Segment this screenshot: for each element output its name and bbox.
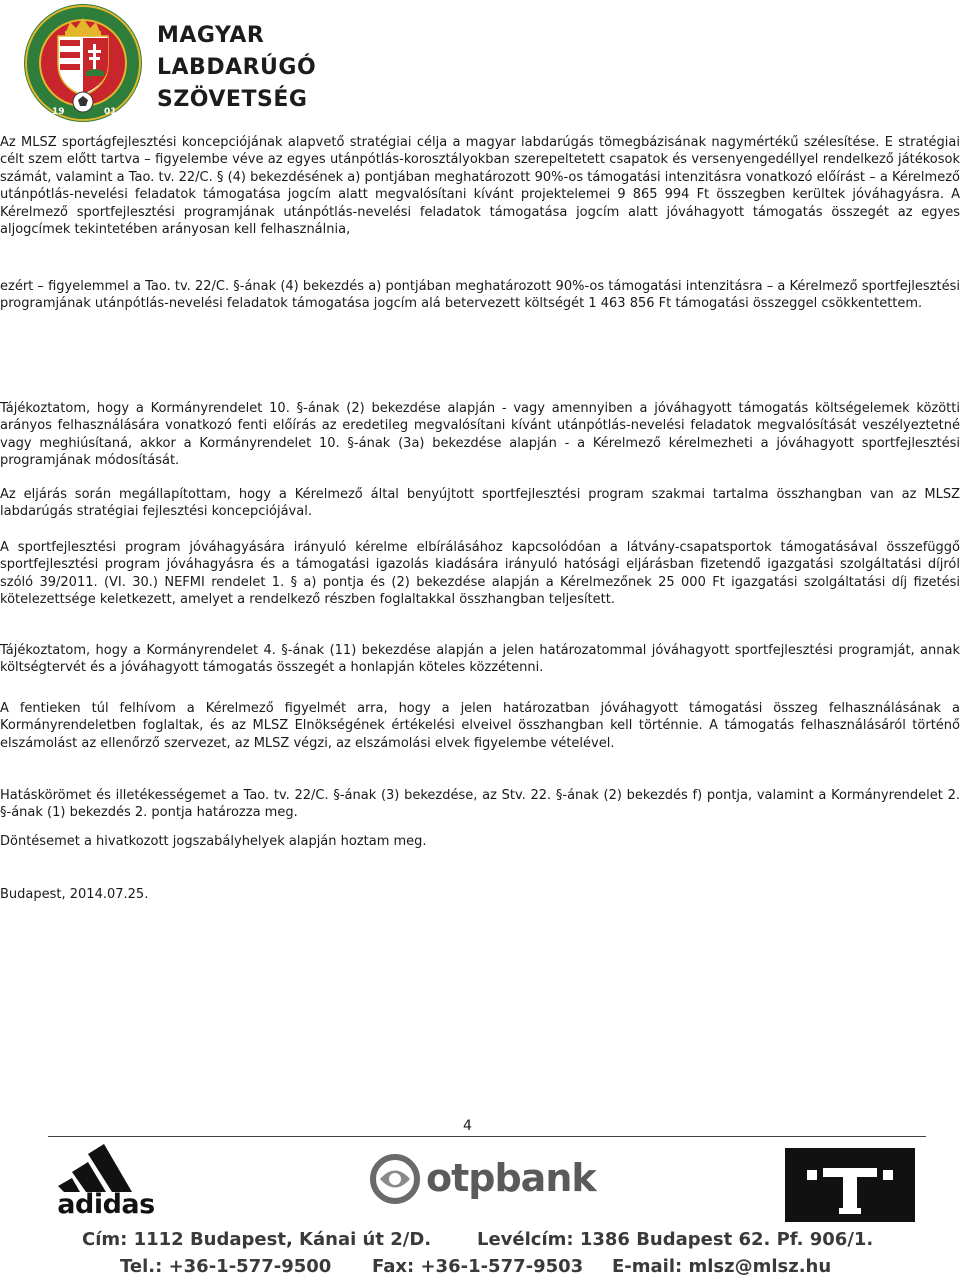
org-name-line-1: MAGYAR bbox=[157, 23, 265, 48]
sponsor-logos bbox=[0, 1140, 960, 1222]
contact-postal-address: Levélcím: 1386 Budapest 62. Pf. 906/1. bbox=[477, 1229, 874, 1250]
page-number: 4 bbox=[463, 1118, 472, 1134]
telekom-t-icon bbox=[785, 1148, 915, 1222]
paragraph-usage-notice: A fentieken túl felhívom a Kérelmező figyelmét arra, hogy a jelen határozatban jóváhagyott támogatási összeg felhasználásának a Kormányrendeletben foglaltak, és az MLSZ Elnökségének értékelési elveivel összhangban kell történnie. A támogatás felhasználásáról történő elszámolást az ellenőrző szervezet, az MLSZ végzi, az elszámolási elvek figyelembe vételével. bbox=[0, 701, 960, 751]
contact-fax: Fax: +36-1-577-9503 bbox=[372, 1256, 584, 1277]
paragraph-decision-basis: Döntésemet a hivatkozott jogszabályhelyek alapján hoztam meg. bbox=[0, 834, 427, 849]
paragraph-competence: Hatáskörömet és illetékességemet a Tao. tv. 22/C. §-ának (3) bekezdése, az Stv. 22. §-ának (2) bekezdés f) pontja, valamint a Kormányrendelet 2. §-ának (1) bekezdés 2. pontja határozza meg. bbox=[0, 788, 960, 821]
paragraph-service-fee: A sportfejlesztési program jóváhagyására irányuló kérelme elbírálásához kapcsolódóan a látvány-csapatsportok támogatásával összefüggő sportfejlesztési program jóváhagyásra és a támogatási igazolás kiadására irányuló hatósági eljárásban fizetendő igazgatási szolgáltatási díjról szóló 39/2011. (VI. 30.) NEFMI rendelet 1. § a) pontja és (2) bekezdése alapján a Kérelmezőnek 25 000 Ft igazgatási szolgáltatási díj fizetési kötelezettsége keletkezett, amelyet a rendelkező részben foglaltakkal összhangban teljesített. bbox=[0, 540, 960, 608]
mlsz-crest-logo bbox=[22, 2, 144, 124]
paragraph-modification-info: Tájékoztatom, hogy a Kormányrendelet 10. §-ának (2) bekezdése alapján - vagy amennyiben a jóváhagyott támogatás költségelemek közötti arányos felhasználására vonatkozó fenti előírás az eredetileg megvalósítani kívánt utánpótlás-nevelési feladatok megvalósítását veszélyeztetné vagy meghiúsítaná, akkor a Kormányrendelet 10. §-ának (3a) bekezdése alapján - a Kérelmező kérelmezheti a jóváhagyott sportfejlesztési programjának módosítását. bbox=[0, 401, 960, 469]
adidas-stripes-icon bbox=[50, 1142, 162, 1192]
otpbank-wordmark: otpbank bbox=[426, 1156, 596, 1200]
otp-swirl-icon bbox=[370, 1154, 420, 1204]
adidas-logo bbox=[50, 1142, 162, 1220]
crest-year-left: 19 bbox=[52, 107, 65, 117]
contact-footer bbox=[82, 1226, 882, 1280]
letterhead bbox=[22, 2, 322, 124]
paragraph-reduction: ezért – figyelemmel a Tao. tv. 22/C. §-ának (4) bekezdés a) pontjában meghatározott 90%-os támogatási intenzitásra – a Kérelmező sportfejlesztési programjának utánpótlás-nevelési feladatok támogatása jogcím alá betervezett költségét 1 463 856 Ft támogatási összeggel csökkentettem. bbox=[0, 279, 960, 312]
contact-row-phones bbox=[82, 1253, 882, 1280]
org-name bbox=[157, 20, 316, 116]
place-and-date: Budapest, 2014.07.25. bbox=[0, 887, 149, 902]
org-name-line-3: SZÖVETSÉG bbox=[157, 87, 308, 112]
paragraph-publication-duty: Tájékoztatom, hogy a Kormányrendelet 4. §-ának (11) bekezdése alapján a jelen határozatommal jóváhagyott sportfejlesztési programját, annak költségtervét és a jóváhagyott támogatás összegét a honlapján köteles közzétenni. bbox=[0, 643, 960, 676]
adidas-wordmark: adidas bbox=[57, 1189, 155, 1220]
contact-row-addresses bbox=[82, 1226, 882, 1253]
contact-address: Cím: 1112 Budapest, Kánai út 2/D. bbox=[82, 1229, 432, 1250]
telekom-logo bbox=[785, 1148, 915, 1222]
contact-phone: Tel.: +36-1-577-9500 bbox=[120, 1256, 332, 1277]
paragraph-strategy: Az MLSZ sportágfejlesztési koncepciójának alapvető stratégiai célja a magyar labdarúgás tömegbázisának nagymértékű szélesítése. E stratégiai célt szem előtt tartva – figyelembe véve az egyes utánpótlás-korosztályokban szerepeltetett csapatok és versenyengedéllyel rendelkező játékosok számát, valamint a Tao. tv. 22/C. § (4) bekezdésének a) pontjában meghatározott 90%-os támogatási intenzitásra vonatkozó előírást – a Kérelmező utánpótlás-nevelési feladatok támogatása jogcím alatt megvalósítani kívánt projektelemei 9 865 994 Ft összegben kerültek jóváhagyásra. A Kérelmező sportfejlesztési programjának utánpótlás-nevelési feladatok támogatása jogcím alatt jóváhagyott támogatás összegét az egyes aljogcímek tekintetében arányosan kell felhasználnia, bbox=[0, 135, 960, 238]
crest-year-right: 01 bbox=[104, 107, 117, 117]
telekom-wordmark: T bbox=[785, 1148, 786, 1149]
footer-divider bbox=[48, 1136, 926, 1137]
paragraph-procedure-finding: Az eljárás során megállapítottam, hogy a Kérelmező által benyújtott sportfejlesztési program szakmai tartalma összhangban van az MLSZ labdarúgás stratégiai fejlesztési koncepciójával. bbox=[0, 487, 960, 520]
contact-email[interactable]: E-mail: mlsz@mlsz.hu bbox=[612, 1256, 832, 1277]
org-name-line-2: LABDARÚGÓ bbox=[157, 55, 317, 80]
otpbank-logo bbox=[370, 1154, 596, 1204]
